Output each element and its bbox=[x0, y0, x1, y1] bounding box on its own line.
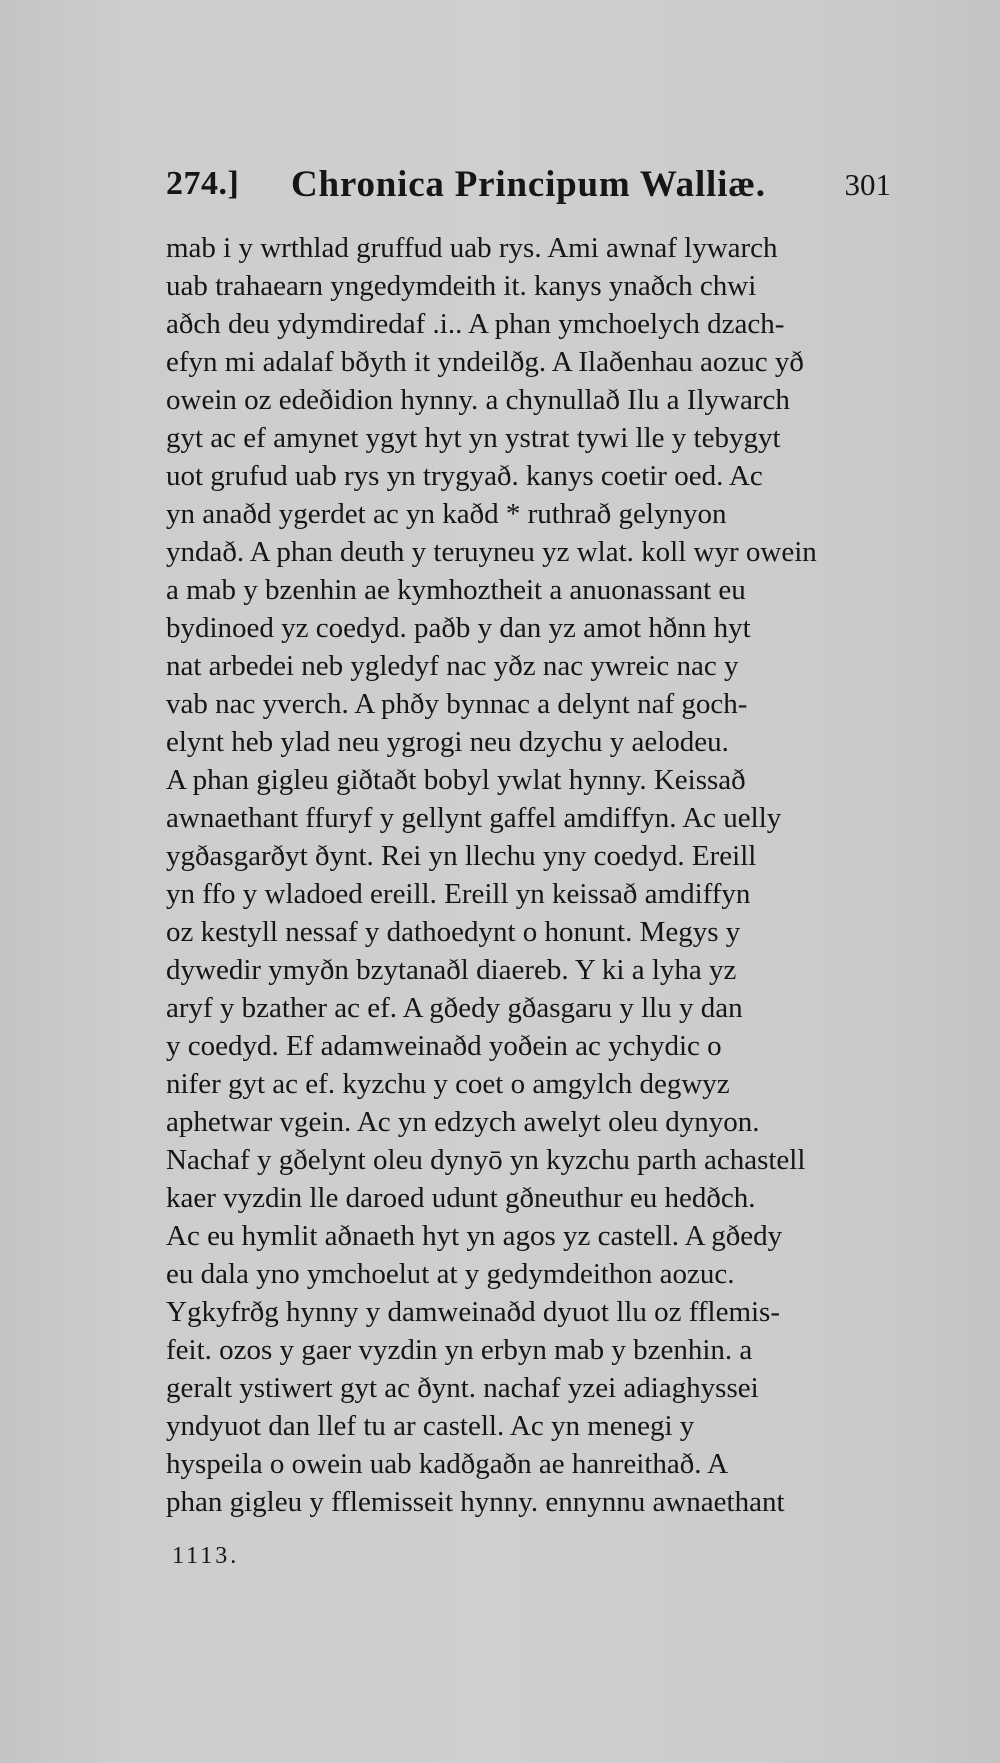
text-line: mab i y wrthlad gruffud uab rys. Ami awnaf lywarch bbox=[166, 232, 778, 264]
year-note: 1113. bbox=[172, 1543, 240, 1569]
text-line: yn anaðd ygerdet ac yn kaðd * ruthrað gelynyon bbox=[166, 498, 727, 530]
text-line: Ac eu hymlit aðnaeth hyt yn agos yz castell. A gðedy bbox=[166, 1220, 783, 1252]
text-line: yndyuot dan llef tu ar castell. Ac yn menegi y bbox=[166, 1410, 695, 1442]
text-line: efyn mi adalaf bðyth it yndeilðg. A Ilaðenhau aozuc yð bbox=[166, 346, 804, 378]
text-line: oz kestyll nessaf y dathoedynt o honunt. Megys y bbox=[166, 916, 741, 948]
text-line: hyspeila o owein uab kadðgaðn ae hanreithað. A bbox=[166, 1448, 729, 1480]
text-line: owein oz edeðidion hynny. a chynullað Ilu a Ilywarch bbox=[166, 384, 790, 416]
text-line: aðch deu ydymdiredaf .i.. A phan ymchoelych dzach- bbox=[166, 308, 785, 340]
text-line: y coedyd. Ef adamweinaðd yoðein ac ychydic o bbox=[166, 1030, 722, 1062]
text-line: elynt heb ylad neu ygrogi neu dzychu y aelodeu. bbox=[166, 726, 729, 758]
text-line: a mab y bzenhin ae kymhoztheit a anuonassant eu bbox=[166, 574, 746, 606]
folio-left: 274.] bbox=[166, 165, 240, 202]
text-line: dywedir ymyðn bzytanaðl diaereb. Y ki a lyha yz bbox=[166, 954, 737, 986]
text-line: awnaethant ffuryf y gellynt gaffel amdiffyn. Ac uelly bbox=[166, 802, 782, 834]
text-line: bydinoed yz coedyd. paðb y dan yz amot hðnn hyt bbox=[166, 612, 751, 644]
text-line: gyt ac ef amynet ygyt hyt yn ystrat tywi lle y tebygyt bbox=[166, 422, 781, 454]
page-number: 301 bbox=[844, 167, 891, 202]
text-line: nifer gyt ac ef. kyzchu y coet o amgylch degwyz bbox=[166, 1068, 730, 1100]
text-line: Ygkyfrðg hynny y damweinaðd dyuot llu oz fflemis- bbox=[166, 1296, 780, 1328]
running-header bbox=[166, 163, 891, 211]
text-line: aryf y bzather ac ef. A gðedy gðasgaru y llu y dan bbox=[166, 992, 743, 1024]
text-line: uot grufud uab rys yn trygyað. kanys coetir oed. Ac bbox=[166, 460, 763, 492]
text-line: yn ffo y wladoed ereill. Ereill yn keissað amdiffyn bbox=[166, 878, 751, 910]
text-line: kaer vyzdin lle daroed udunt gðneuthur eu hedðch. bbox=[166, 1182, 756, 1214]
text-line: aphetwar vgein. Ac yn edzych awelyt oleu dynyon. bbox=[166, 1106, 760, 1138]
text-line: ygðasgarðyt ðynt. Rei yn llechu yny coedyd. Ereill bbox=[166, 840, 757, 872]
text-line: nat arbedei neb ygledyf nac yðz nac ywreic nac y bbox=[166, 650, 739, 682]
running-title: Chronica Principum Walliæ. bbox=[291, 164, 766, 205]
text-line: vab nac yverch. A phðy bynnac a delynt naf goch- bbox=[166, 688, 748, 720]
text-line: phan gigleu y fflemisseit hynny. ennynnu awnaethant bbox=[166, 1486, 785, 1518]
text-line: uab trahaearn yngedymdeith it. kanys ynaðch chwi bbox=[166, 270, 757, 302]
text-line: geralt ystiwert gyt ac ðynt. nachaf yzei adiaghyssei bbox=[166, 1372, 759, 1404]
text-line: Nachaf y gðelynt oleu dynyō yn kyzchu parth achastell bbox=[166, 1144, 806, 1176]
text-line: eu dala yno ymchoelut at y gedymdeithon aozuc. bbox=[166, 1258, 735, 1290]
text-line: A phan gigleu giðtaðt bobyl ywlat hynny. Keissað bbox=[166, 764, 746, 796]
text-line: feit. ozos y gaer vyzdin yn erbyn mab y bzenhin. a bbox=[166, 1334, 753, 1366]
text-line: yndað. A phan deuth y teruyneu yz wlat. koll wyr owein bbox=[166, 536, 817, 568]
